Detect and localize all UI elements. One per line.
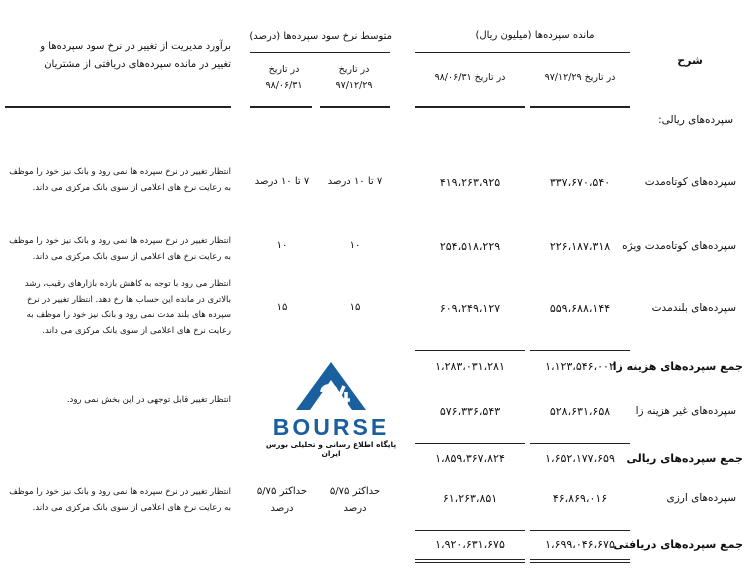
grand-total-rule	[530, 559, 630, 560]
row-long-term-bal-1: ۶۰۹،۲۴۹،۱۲۷	[439, 302, 501, 315]
header-bal-date-1: در تاریخ ۹۸/۰۶/۳۱	[434, 72, 506, 83]
row-fx-rate-2b: درصد	[343, 503, 367, 514]
header-bal-date-2: در تاریخ ۹۷/۱۲/۲۹	[544, 72, 616, 83]
row-fx-label: سپرده‌های ارزی	[666, 492, 736, 504]
row-total-rial-bal-1: ۱،۸۵۹،۳۶۷،۸۲۴	[435, 452, 505, 465]
row-long-term-rate-1: ۱۵	[276, 302, 288, 313]
header-avg-rate-group: متوسط نرخ سود سپرده‌ها (درصد)	[249, 31, 392, 42]
header-description: برآورد مدیریت از تغییر در نرخ سود سپرده‌ها و تغییر در مانده سپرده‌های دریافتی از مشتریان	[40, 41, 231, 70]
row-short-term-special-note: انتظار تغییر در نرخ سپرده ها نمی رود و بانک نیز خود را موظف به رعایت نرخ های اعلامی از سوی بانک مرکزی می داند.	[9, 236, 231, 262]
grand-total-rule	[415, 559, 525, 560]
row-non-interest-note: انتظار تغییر قابل توجهی در این بخش نمی رود.	[66, 395, 231, 405]
header-rule	[415, 106, 525, 108]
header-rule	[530, 106, 630, 108]
row-long-term-bal-2: ۵۵۹،۶۸۸،۱۴۴	[549, 302, 611, 315]
subtotal-rule	[530, 530, 630, 531]
row-non-interest-label: سپرده‌های غیر هزینه زا	[635, 405, 736, 417]
row-fx-rate-1a: حداکثر ۵/۷۵	[256, 486, 308, 497]
24-bourse-logo	[256, 358, 406, 458]
divider	[250, 52, 390, 53]
row-total-rial-label: جمع سپرده‌های ریالی	[626, 452, 743, 465]
row-fx-bal-1: ۶۱،۲۶۳،۸۵۱	[442, 492, 498, 505]
row-short-term-special-bal-2: ۲۲۶،۱۸۷،۳۱۸	[549, 240, 611, 253]
subtotal-rule	[530, 350, 630, 351]
row-non-interest-bal-1: ۵۷۶،۳۳۶،۵۴۳	[439, 405, 501, 418]
row-total-received-bal-2: ۱،۶۹۹،۰۴۶،۶۷۵	[545, 538, 615, 551]
row-short-term-rate-2: ۷ تا ۱۰ درصد	[327, 176, 383, 187]
row-fx-rate-2a: حداکثر ۵/۷۵	[329, 486, 381, 497]
row-short-term-bal-1: ۴۱۹،۲۶۳،۹۲۵	[439, 176, 501, 189]
divider	[415, 52, 630, 53]
subtotal-rule	[530, 443, 630, 444]
header-balance-group: مانده سپرده‌ها (میلیون ریال)	[475, 30, 595, 41]
section-rial-label: سپرده‌های ریالی:	[658, 114, 733, 126]
header-sharh: شرح	[677, 54, 703, 67]
row-fx-bal-2: ۴۶،۸۶۹،۰۱۶	[552, 492, 608, 505]
row-short-term-special-rate-1: ۱۰	[276, 240, 288, 251]
row-short-term-label: سپرده‌های کوتاه‌مدت	[644, 176, 736, 188]
subtotal-rule	[415, 350, 525, 351]
row-total-interest-label: جمع سپرده‌های هزینه زا	[612, 360, 743, 373]
row-total-received-bal-1: ۱،۹۲۰،۶۳۱،۶۷۵	[435, 538, 505, 551]
row-fx-note: انتظار تغییر در نرخ سپرده ها نمی رود و بانک نیز خود را موظف به رعایت نرخ های اعلامی از سوی بانک مرکزی می داند.	[9, 487, 231, 513]
row-total-interest-bal-1: ۱،۲۸۳،۰۳۱،۲۸۱	[435, 360, 505, 373]
header-rule	[5, 106, 231, 108]
row-short-term-special-label: سپرده‌های کوتاه‌مدت ویژه	[622, 240, 736, 252]
logo-tagline: پایگاه اطلاع رسانی و تحلیلی بورس ایران	[265, 440, 397, 458]
row-short-term-bal-2: ۳۳۷،۶۷۰،۵۴۰	[549, 176, 611, 189]
grand-total-rule	[415, 562, 525, 563]
subtotal-rule	[415, 443, 525, 444]
row-short-term-special-bal-1: ۲۵۴،۵۱۸،۲۲۹	[439, 240, 501, 253]
row-short-term-special-rate-2: ۱۰	[349, 240, 361, 251]
row-short-term-note: انتظار تغییر در نرخ سپرده ها نمی رود و بانک نیز خود را موظف به رعایت نرخ های اعلامی از سوی بانک مرکزی می داند.	[9, 167, 231, 193]
row-total-rial-bal-2: ۱،۶۵۲،۱۷۷،۶۵۹	[545, 452, 615, 465]
row-long-term-note: انتظار می رود با توجه به کاهش بازده بازارهای رقیب، رشد بالاتری در مانده این حساب ها رخ دهد. انتظار تغییر در نرخ سپرده های بلند مدت نمی رود و بانک نیز خود را موظف به رعایت نرخ های اعلامی از سوی بانک مرکزی می داند.	[24, 279, 231, 336]
row-long-term-rate-2: ۱۵	[349, 302, 361, 313]
logo-mark-icon	[256, 358, 406, 418]
row-short-term-rate-1: ۷ تا ۱۰ درصد	[254, 176, 310, 187]
row-total-received-label: جمع سپرده‌های دریافتی	[613, 538, 743, 551]
row-total-interest-bal-2: ۱،۱۲۳،۵۴۶،۰۰۲	[545, 360, 615, 373]
logo-wordmark: BOURSE	[272, 414, 390, 440]
row-non-interest-bal-2: ۵۲۸،۶۳۱،۶۵۸	[549, 405, 611, 418]
header-rule	[250, 106, 312, 108]
grand-total-rule	[530, 562, 630, 563]
row-fx-rate-1b: درصد	[270, 503, 294, 514]
header-rate-date-1: در تاریخ ۹۸/۰۶/۳۱	[265, 64, 303, 91]
header-rule	[320, 106, 390, 108]
subtotal-rule	[415, 530, 525, 531]
header-rate-date-2: در تاریخ ۹۷/۱۲/۲۹	[335, 64, 373, 91]
row-long-term-label: سپرده‌های بلندمدت	[651, 302, 736, 314]
